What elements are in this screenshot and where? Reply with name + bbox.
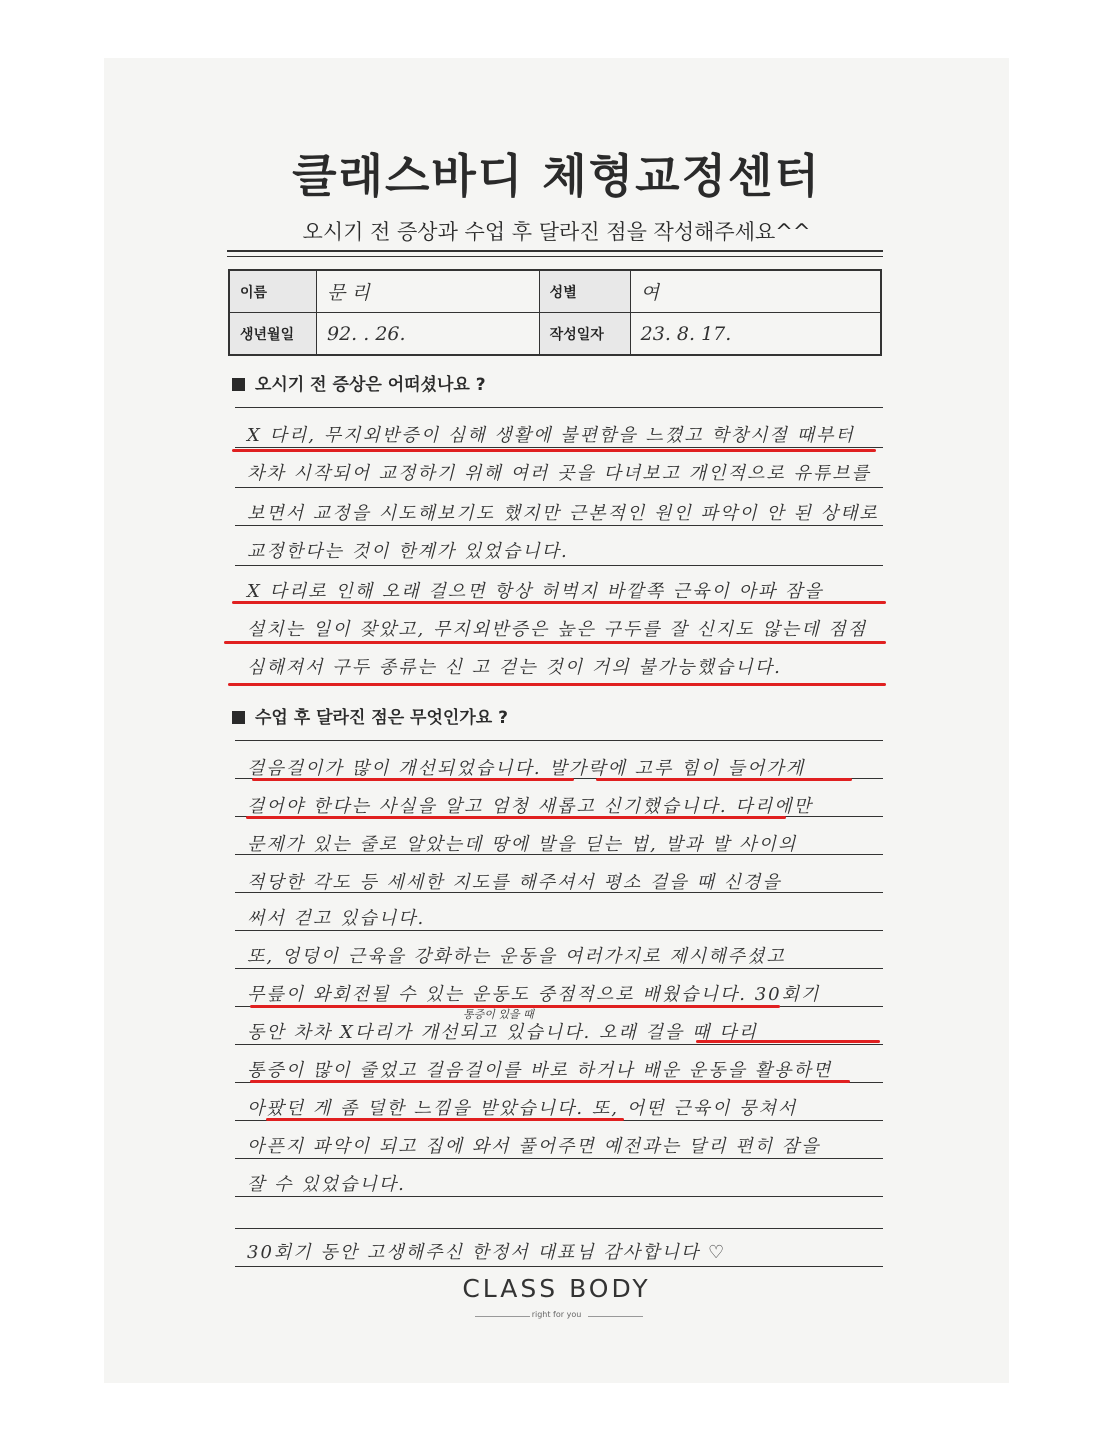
handwritten-line: 심해져서 구두 종류는 신 고 걷는 것이 거의 불가능했습니다.	[247, 657, 782, 678]
handwritten-line: 무릎이 와회전될 수 있는 운동도 중점적으로 배웠습니다. 30회기	[247, 984, 821, 1005]
red-underline	[250, 1080, 850, 1083]
rule-line	[235, 565, 883, 566]
gender-value: 여	[630, 270, 881, 313]
handwritten-line: 문제가 있는 줄로 알았는데 땅에 발을 딛는 법, 발과 발 사이의	[247, 834, 798, 855]
square-bullet-icon	[232, 378, 245, 391]
handwritten-line: X 다리로 인해 오래 걸으면 항상 허벅지 바깥쪽 근육이 아파 잠을	[247, 581, 824, 602]
page-title: 클래스바디 체형교정센터	[292, 149, 821, 203]
handwritten-line: 또, 엉덩이 근육을 강화하는 운동을 여러가지로 제시해주셨고	[247, 946, 786, 967]
red-underline	[228, 683, 886, 686]
rule-line	[235, 854, 883, 855]
gender-label: 성별	[539, 270, 630, 313]
section2-heading	[232, 703, 508, 728]
date-label: 작성일자	[539, 313, 630, 356]
red-underline	[596, 778, 852, 781]
rule-line	[235, 407, 883, 408]
birth-value: 92. . 26.	[317, 313, 540, 356]
square-bullet-icon	[232, 711, 245, 724]
red-underline	[232, 449, 876, 452]
title-divider-thin	[227, 256, 883, 257]
handwritten-closing-line: 30회기 동안 고생해주신 한정서 대표님 감사합니다 ♡	[247, 1242, 727, 1263]
section1-heading	[232, 370, 486, 395]
handwritten-line: 차차 시작되어 교정하기 위해 여러 곳을 다녀보고 개인적으로 유튜브를	[247, 463, 872, 484]
red-underline	[696, 1040, 880, 1043]
rule-line	[235, 1158, 883, 1159]
handwritten-line: 걸어야 한다는 사실을 알고 엄청 새롭고 신기했습니다. 다리에만	[247, 796, 813, 817]
red-underline	[252, 778, 574, 781]
rule-line	[235, 487, 883, 488]
red-underline	[266, 1118, 624, 1121]
page-subtitle: 오시기 전 증상과 수업 후 달라진 점을 작성해주세요^^	[302, 220, 811, 244]
handwritten-line: X 다리, 무지외반증이 심해 생활에 불편함을 느꼈고 학창시절 때부터	[247, 425, 855, 446]
handwritten-line: 아팠던 게 좀 덜한 느낌을 받았습니다. 또, 어떤 근육이 뭉쳐서	[247, 1098, 798, 1119]
class-body-logo: CLASS BODY	[462, 1274, 651, 1303]
rule-line	[235, 930, 883, 931]
handwritten-line: 써서 걷고 있습니다.	[247, 908, 426, 929]
red-underline	[224, 641, 886, 644]
red-underline	[246, 816, 786, 819]
handwritten-line: 보면서 교정을 시도해보기도 했지만 근본적인 원인 파악이 안 된 상태로	[247, 503, 879, 524]
rule-line	[235, 1196, 883, 1197]
handwritten-line: 교정한다는 것이 한계가 있었습니다.	[247, 541, 569, 562]
title-divider	[227, 250, 883, 252]
rule-line	[235, 447, 883, 448]
rule-line	[235, 1044, 883, 1045]
handwritten-line: 잘 수 있었습니다.	[247, 1174, 406, 1195]
red-underline	[250, 1005, 780, 1008]
handwritten-line: 설치는 일이 잦았고, 무지외반증은 높은 구두를 잘 신지도 않는데 점점	[247, 619, 868, 640]
rule-line	[235, 1228, 883, 1229]
rule-line	[235, 740, 883, 741]
section2-heading-text: 수업 후 달라진 점은 무엇인가요 ?	[255, 708, 508, 728]
section1-heading-text: 오시기 전 증상은 어떠셨나요 ?	[255, 375, 486, 395]
handwritten-line: 적당한 각도 등 세세한 지도를 해주셔서 평소 걸을 때 신경을	[247, 872, 782, 893]
logo-tagline: right for you	[531, 1310, 582, 1319]
red-underline	[232, 601, 886, 604]
handwritten-line: 동안 차차 X다리가 개선되고 있습니다. 오래 걸을 때 다리	[247, 1022, 758, 1043]
rule-line	[235, 1266, 883, 1267]
rule-line	[235, 968, 883, 969]
handwritten-line: 걸음걸이가 많이 개선되었습니다. 발가락에 고루 힘이 들어가게	[247, 758, 806, 779]
name-label: 이름	[229, 270, 317, 313]
name-value: 문 리	[317, 270, 540, 313]
handwritten-line: 통증이 많이 줄었고 걸음걸이를 바로 하거나 배운 운동을 활용하면	[247, 1060, 833, 1081]
rule-line	[235, 892, 883, 893]
birth-label: 생년월일	[229, 313, 317, 356]
info-table	[228, 269, 882, 356]
rule-line	[235, 525, 883, 526]
inserted-note: 통증이 있을 때	[463, 1008, 534, 1021]
handwritten-line: 아픈지 파악이 되고 집에 와서 풀어주면 예전과는 달리 편히 잠을	[247, 1136, 821, 1157]
date-value: 23. 8. 17.	[630, 313, 881, 356]
